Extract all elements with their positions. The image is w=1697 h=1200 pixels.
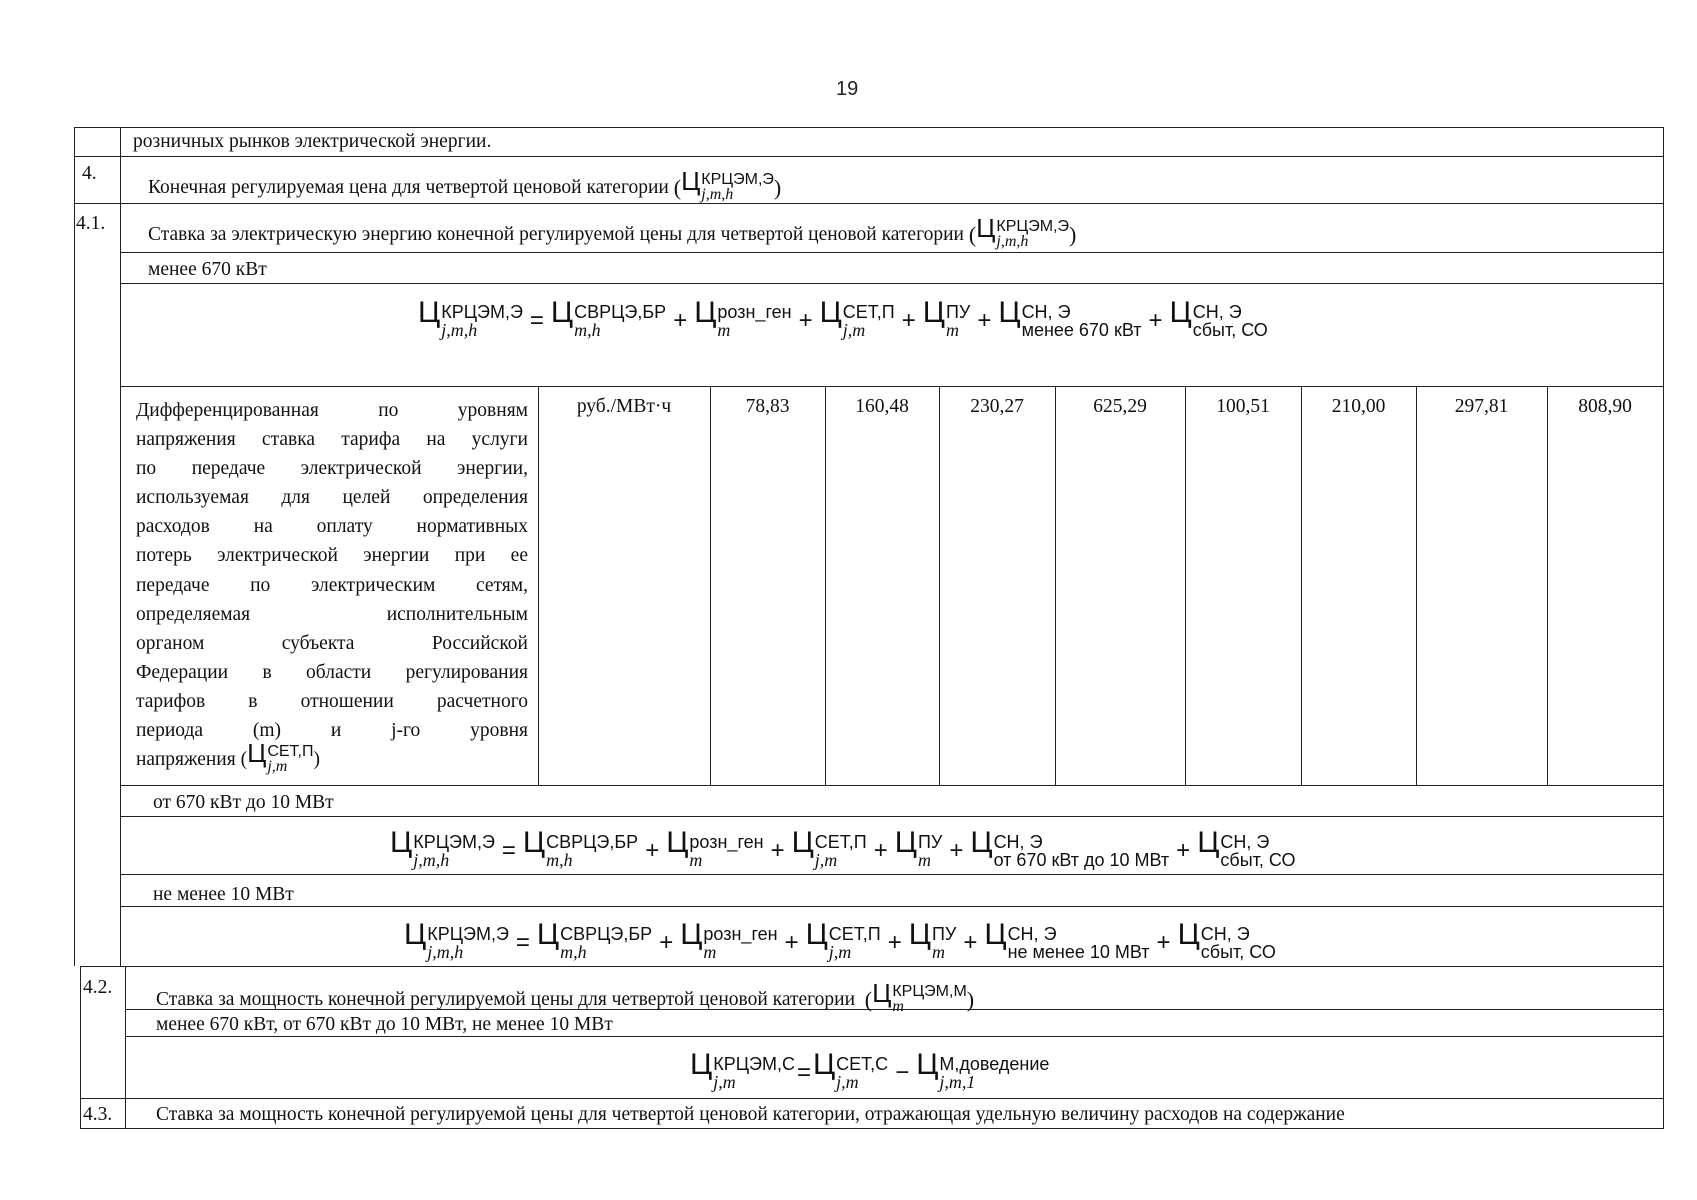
formula-670-10: Ц КРЦЭМ,Э j,m,h = Ц СВРЦЭ,БР m,h + Ц розн_ген m + Ц СЕТ,П j,m + Ц ПУ m + Ц СН, Э от 670 кВт до 10 МВт + Ц СН, Э сбыт, СО [390, 826, 1296, 870]
subheading-all: менее 670 кВт, от 670 кВт до 10 МВт, не менее 10 МВт [156, 1014, 613, 1035]
subheading-lt670: менее 670 кВт [148, 259, 267, 280]
tariff-value: 160,48 [855, 396, 909, 417]
row-title-4: Конечная регулируемая цена для четвертой ценовой категории ( Ц КРЦЭМ,Э j,m,h ) [148, 168, 781, 208]
tariff-value: 808,90 [1578, 396, 1632, 417]
formula-ge10: Ц КРЦЭМ,Э j,m,h = Ц СВРЦЭ,БР m,h + Ц розн_ген m + Ц СЕТ,П j,m + Ц ПУ m + Ц СН, Э не менее 10 МВт + Ц СН, Э сбыт, СО [404, 918, 1276, 962]
price-symbol: Ц КРЦЭМ,Э j,m,h [976, 213, 1069, 250]
row-title-4-3: Ставка за мощность конечной регулируемой цены для четвертой ценовой категории, отражающая удельную величину расходов на содержание [156, 1104, 1345, 1125]
row-title-4-2: Ставка за мощность конечной регулируемой цены для четвертой ценовой категории ( Ц КРЦЭМ,М m ) [156, 980, 974, 1020]
subheading-ge10: не менее 10 МВт [153, 884, 294, 905]
tariff-value: 210,00 [1331, 396, 1386, 417]
tariff-value: 625,29 [1093, 396, 1147, 417]
formula-lt670: Ц КРЦЭМ,Э j,m,h = Ц СВРЦЭ,БР m,h + Ц розн_ген m + Ц СЕТ,П j,m + Ц ПУ m + Ц СН, Э менее 670 кВт + Ц СН, Э сбыт, СО [418, 296, 1268, 340]
formula-capacity: Ц КРЦЭМ,C j,m = Ц СЕТ,C j,m − Ц М,доведение j,m,1 [690, 1048, 1050, 1092]
tariff-value: 230,27 [970, 396, 1024, 417]
tariff-value: 297,81 [1454, 396, 1509, 417]
row-number-4: 4. [82, 163, 97, 184]
tariff-description: Дифференцированная по уровням напряжения ставка тарифа на услуги по передаче электрической энергии, используемая для целей определения расходов на оплату нормативных потерь электрической энергии при ее передаче по электрическим сетям, определяемая исполнительным органом субъекта Российской Федерации в области регулирования тарифов в отношении расчетного периода (m) и j-го уровня напряжения ( Ц СЕТ,П j,m ) [136, 400, 528, 775]
price-symbol: Ц КРЦЭМ,М m [872, 978, 967, 1015]
page-number: 19 [836, 78, 859, 100]
continuation-text: розничных рынков электрической энергии. [133, 131, 492, 152]
subheading-670-10: от 670 кВт до 10 МВт [153, 792, 334, 813]
price-symbol: Ц КРЦЭМ,Э j,m,h [681, 166, 774, 203]
row-title-4-1: Ставка за электрическую энергию конечной регулируемой цены для четвертой ценовой категории ( Ц КРЦЭМ,Э j,m,h ) [148, 215, 1076, 255]
row-number-4-1: 4.1. [76, 213, 106, 234]
tariff-value: 100,51 [1216, 396, 1270, 417]
row-number-4-2: 4.2. [83, 977, 113, 998]
tariff-unit: руб./МВт·ч [576, 396, 672, 417]
row-number-4-3: 4.3. [83, 1104, 113, 1125]
tariff-value: 78,83 [745, 396, 790, 417]
